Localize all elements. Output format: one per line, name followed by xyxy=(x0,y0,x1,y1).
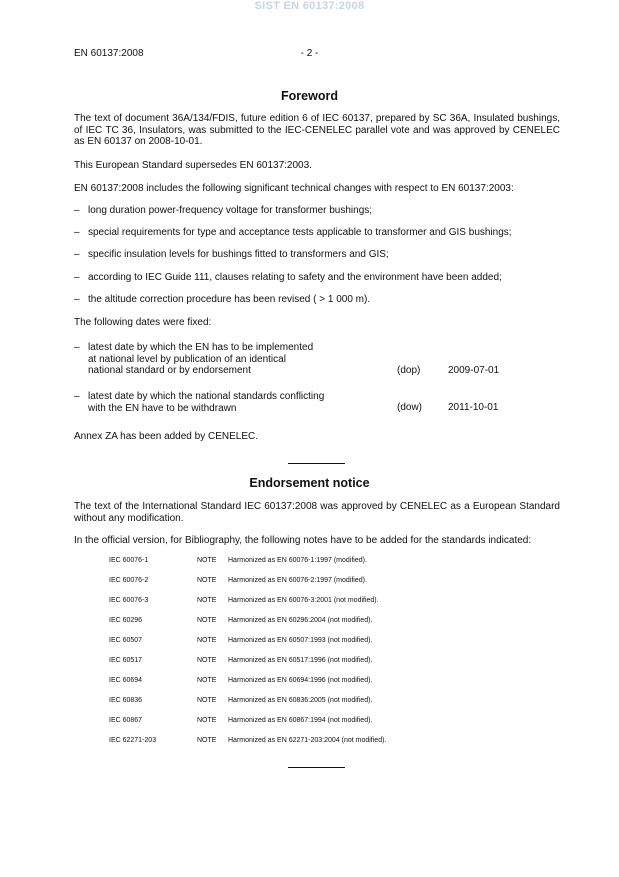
note-label: NOTE xyxy=(197,617,217,624)
list-item-text: specific insulation levels for bushings fitted to transformers and GIS; xyxy=(88,249,389,260)
bullet-dash: – xyxy=(74,249,80,260)
dates-intro: The following dates were fixed: xyxy=(74,317,212,328)
standard-ref: IEC 60517 xyxy=(109,657,143,664)
watermark: SIST EN 60137:2008 xyxy=(254,0,365,12)
standard-ref: IEC 60694 xyxy=(109,677,143,684)
list-item-text: according to IEC Guide 111, clauses relating to safety and the environment have been added; xyxy=(88,272,502,283)
standard-ref: IEC 62271-203 xyxy=(109,737,157,744)
standard-ref: IEC 60836 xyxy=(109,697,143,704)
date-description xyxy=(88,391,388,414)
standard-ref: IEC 60076-1 xyxy=(109,557,149,564)
note-label: NOTE xyxy=(197,697,217,704)
date-value: 2011-10-01 xyxy=(448,402,499,413)
note-label: NOTE xyxy=(197,577,217,584)
annex-note: Annex ZA has been added by CENELEC. xyxy=(74,431,259,442)
date-abbreviation: (dow) xyxy=(397,402,423,413)
endorsement-text: The text of the International Standard IEC 60137:2008 was approved by CENELEC as a European Standard without any modification. xyxy=(74,501,560,524)
standard-ref: IEC 60867 xyxy=(109,717,143,724)
section-divider xyxy=(288,767,345,768)
supersedes-text: This European Standard supersedes EN 60137:2003. xyxy=(74,160,312,171)
bullet-dash: – xyxy=(74,205,80,216)
foreword-intro: The text of document 36A/134/FDIS, future edition 6 of IEC 60137, prepared by SC 36A, Insulated bushings, of IEC TC 36, Insulators, was submitted to the IEC-CENELEC parallel vote and was approved by CENELEC as EN 60137 on 2008-10-01. xyxy=(74,113,560,147)
note-label: NOTE xyxy=(197,657,217,664)
date-description-line: latest date by which the EN has to be implemented xyxy=(88,342,314,353)
date-description-line: with the EN have to be withdrawn xyxy=(88,402,237,414)
note-text: Harmonized as EN 60296:2004 (not modified). xyxy=(228,617,373,624)
note-text: Harmonized as EN 60076-1:1997 (modified). xyxy=(228,557,367,564)
foreword-title: Foreword xyxy=(281,89,338,103)
page-number: - 2 - xyxy=(300,48,319,59)
list-item-text: special requirements for type and acceptance tests applicable to transformer and GIS bushings; xyxy=(88,227,512,238)
date-description-line: latest date by which the national standards conflicting xyxy=(88,391,325,402)
note-label: NOTE xyxy=(197,597,217,604)
date-description xyxy=(88,342,388,377)
standard-ref: IEC 60296 xyxy=(109,617,143,624)
list-item-text: the altitude correction procedure has been revised ( > 1 000 m). xyxy=(88,294,371,305)
note-text: Harmonized as EN 60076-2:1997 (modified). xyxy=(228,577,367,584)
bullet-dash: – xyxy=(74,294,80,305)
standard-ref: IEC 60076-3 xyxy=(109,597,149,604)
note-text: Harmonized as EN 60694:1996 (not modified). xyxy=(228,677,373,684)
endorsement-title: Endorsement notice xyxy=(249,476,370,490)
bullet-dash: – xyxy=(74,391,80,402)
bullet-dash: – xyxy=(74,227,80,238)
note-label: NOTE xyxy=(197,557,217,564)
standard-ref: IEC 60507 xyxy=(109,637,143,644)
note-text: Harmonized as EN 60507:1993 (not modified). xyxy=(228,637,373,644)
note-text: Harmonized as EN 60076-3:2001 (not modified). xyxy=(228,597,379,604)
date-value: 2009-07-01 xyxy=(448,365,500,376)
list-item-text: long duration power-frequency voltage for transformer bushings; xyxy=(88,205,373,216)
date-description-line: national standard or by endorsement xyxy=(88,365,251,376)
note-label: NOTE xyxy=(197,717,217,724)
note-label: NOTE xyxy=(197,677,217,684)
date-abbreviation: (dop) xyxy=(397,365,421,376)
note-text: Harmonized as EN 62271-203:2004 (not modified). xyxy=(228,737,387,744)
bullet-dash: – xyxy=(74,272,80,283)
date-description-line: at national level by publication of an identical xyxy=(88,353,286,365)
note-label: NOTE xyxy=(197,737,217,744)
changes-intro: EN 60137:2008 includes the following significant technical changes with respect to EN 60137:2003: xyxy=(74,183,514,194)
section-divider xyxy=(288,463,345,464)
bibliography-intro: In the official version, for Bibliography, the following notes have to be added for the standards indicated: xyxy=(74,535,532,546)
note-text: Harmonized as EN 60867:1994 (not modified). xyxy=(228,717,373,724)
standard-ref: IEC 60076-2 xyxy=(109,577,149,584)
note-text: Harmonized as EN 60836:2005 (not modified). xyxy=(228,697,373,704)
note-text: Harmonized as EN 60517:1996 (not modified). xyxy=(228,657,373,664)
document-id: EN 60137:2008 xyxy=(74,48,144,59)
note-label: NOTE xyxy=(197,637,217,644)
bullet-dash: – xyxy=(74,342,80,353)
